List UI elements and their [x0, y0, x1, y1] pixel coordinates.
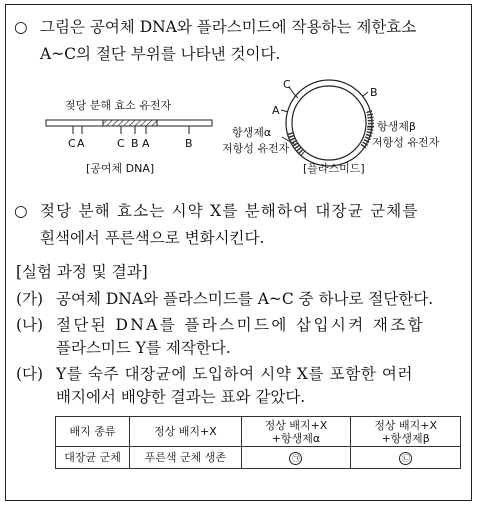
- beta-label: 항생제β: [377, 120, 416, 133]
- table-header: 정상 배지+X +항생제β: [351, 417, 461, 447]
- step-da-marker: (다): [16, 365, 44, 383]
- alpha-label: 항생제α: [232, 126, 272, 139]
- step-da-line-1: Y를 숙주 대장균에 도입하여 시약 X를 포함한 여러: [56, 365, 414, 383]
- plasmid-circle-inner: [292, 86, 366, 160]
- plasmid-site-B-tick: [363, 92, 368, 96]
- intro-bullet: ○: [14, 18, 28, 36]
- step-da-line-2: 배지에서 배양한 결과는 표와 같았다.: [56, 388, 306, 406]
- plasmid-site-C-label: C: [283, 78, 291, 91]
- gene-region: [103, 120, 157, 126]
- table-cell-answer-2: [351, 447, 461, 469]
- table-row: [56, 447, 461, 469]
- dna-site-label-1: C: [68, 137, 76, 150]
- dna-site-label-2: A: [77, 137, 85, 150]
- step-na-line-2: 플라스미드 Y를 제작한다.: [56, 339, 231, 357]
- table-header-row: [56, 417, 461, 447]
- beta-gene-label: 저항성 유전자: [372, 136, 440, 149]
- experiment-heading: [실험 과정 및 결과]: [16, 263, 148, 281]
- lactose-bullet: ○: [14, 202, 28, 220]
- intro-line-1-text: 그림은 공여체 DNA와 플라스미드에 작용하는 제한효소: [40, 18, 417, 36]
- plasmid-site-B-label: B: [370, 86, 378, 99]
- table-cell: 푸른색 군체 생존: [130, 447, 242, 469]
- step-ga-marker: (가): [16, 290, 44, 308]
- step-na-line-1: 절단된 DNA를 플라스미드에 삽입시켜 재조합: [56, 316, 426, 334]
- plasmid-caption: [플라스미드]: [303, 162, 365, 175]
- lactose-line-1: 젖당 분해 효소는 시약 X를 분해하여 대장균 군체를: [40, 202, 419, 220]
- table-header: 정상 배지+X +항생제α: [241, 417, 351, 447]
- table-header: 배지 종류: [56, 417, 130, 447]
- dna-caption: [공여체 DNA]: [86, 162, 155, 175]
- table-cell-answer-1: [241, 447, 351, 469]
- table-header: 정상 배지+X: [130, 417, 242, 447]
- intro-line-2: A~C의 절단 부위를 나타낸 것이다.: [40, 45, 281, 63]
- alpha-gene-label: 저항성 유전자: [222, 142, 290, 155]
- lactose-line-2: 흰색에서 푸른색으로 변화시킨다.: [40, 229, 265, 247]
- dna-site-label-6: B: [185, 137, 193, 150]
- result-table: [55, 416, 461, 469]
- gene-label: 젖당 분해 효소 유전자: [65, 99, 172, 112]
- step-na-marker: (나): [16, 316, 44, 334]
- table-cell: 대장균 군체: [56, 447, 130, 469]
- step-ga-line-1: 공여체 DNA와 플라스미드를 A~C 중 하나로 절단한다.: [56, 290, 434, 308]
- dna-site-label-4: B: [131, 137, 139, 150]
- dna-site-label-3: C: [117, 137, 125, 150]
- beta-gene-arc: [362, 111, 371, 148]
- plasmid-site-A-tick: [281, 110, 288, 112]
- answer-mark-2: ㉡: [399, 452, 412, 465]
- answer-mark-1: ㉠: [289, 452, 302, 465]
- plasmid-site-A-label: A: [272, 104, 280, 117]
- alpha-gene-arc: [290, 133, 303, 154]
- dna-site-label-5: A: [142, 137, 150, 150]
